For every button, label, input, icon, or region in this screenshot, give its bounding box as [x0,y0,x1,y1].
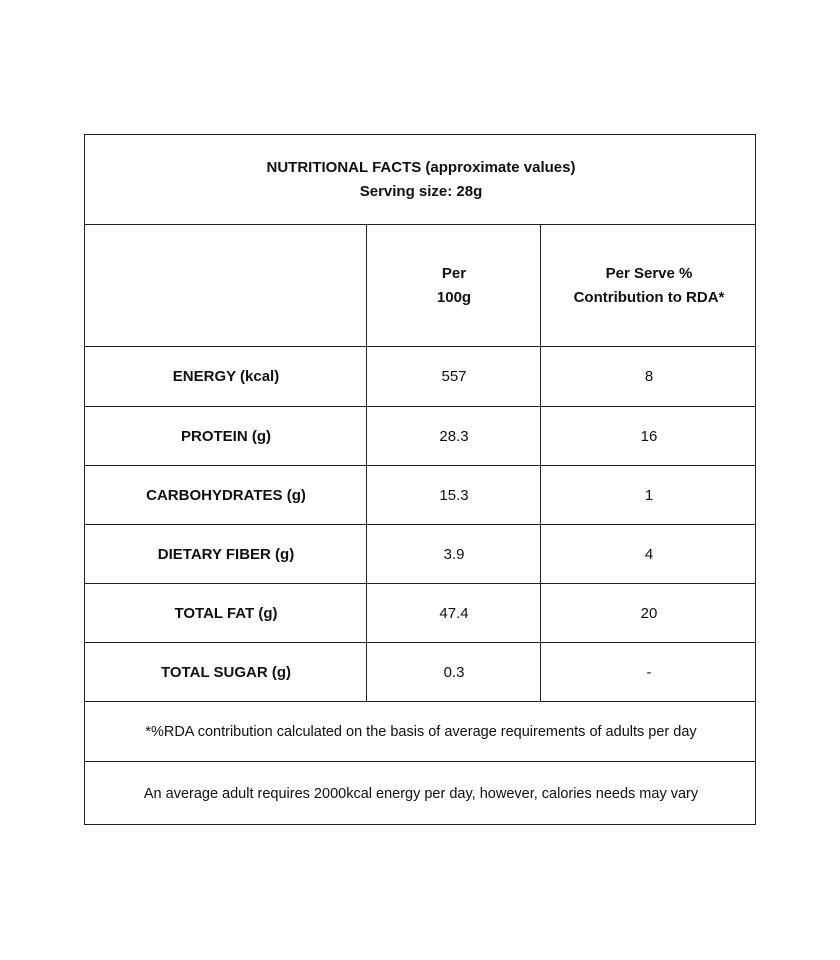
rda-value: 16 [640,427,658,445]
column-header-per-100g [367,225,541,347]
divider [85,701,755,702]
nutrient-name: TOTAL SUGAR (g) [161,663,291,681]
nutrient-name: ENERGY (kcal) [172,368,280,385]
per-100g-value: 47.4 [439,604,469,622]
column-header-line: 100g [436,289,472,306]
title-note: (approximate values) [425,159,576,176]
per-100g-value: 28.3 [439,427,469,445]
table-title [85,135,757,225]
divider [85,224,755,225]
per-100g-value: 15.3 [439,486,469,504]
divider [85,465,755,466]
nutrient-name: PROTEIN (g) [180,427,271,445]
divider [85,406,755,407]
per-100g-value: 3.9 [443,545,465,563]
divider [85,346,755,347]
column-divider [366,224,367,702]
column-header-per-serve [541,225,757,347]
nutrient-name: TOTAL FAT (g) [174,604,278,622]
rda-value: 4 [644,545,654,563]
rda-footnote: *%RDA contribution calculated on the basis of average requirements of adults per day [145,724,697,740]
nutrient-name: CARBOHYDRATES (g) [146,486,306,504]
per-100g-value: 0.3 [443,663,465,681]
rda-value: - [646,663,652,681]
serving-size: Serving size: 28g [359,183,483,200]
nutrient-name: DIETARY FIBER (g) [157,545,295,563]
rda-value: 8 [644,368,654,385]
per-100g-value: 557 [441,368,467,385]
divider [85,524,755,525]
column-divider [540,224,541,702]
column-header-line: Per [441,265,467,282]
energy-footnote: An average adult requires 2000kcal energy per day, however, calories needs may vary [143,786,699,802]
column-header-line: Contribution to RDA* [573,289,725,306]
title-text: NUTRITIONAL FACTS [266,159,422,176]
title-line [267,156,576,180]
divider [85,583,755,584]
nutrition-facts-table [84,134,756,825]
rda-value: 20 [640,604,658,622]
divider [85,761,755,762]
rda-value: 1 [644,486,654,504]
column-header-line: Per Serve % [605,265,693,282]
divider [85,642,755,643]
